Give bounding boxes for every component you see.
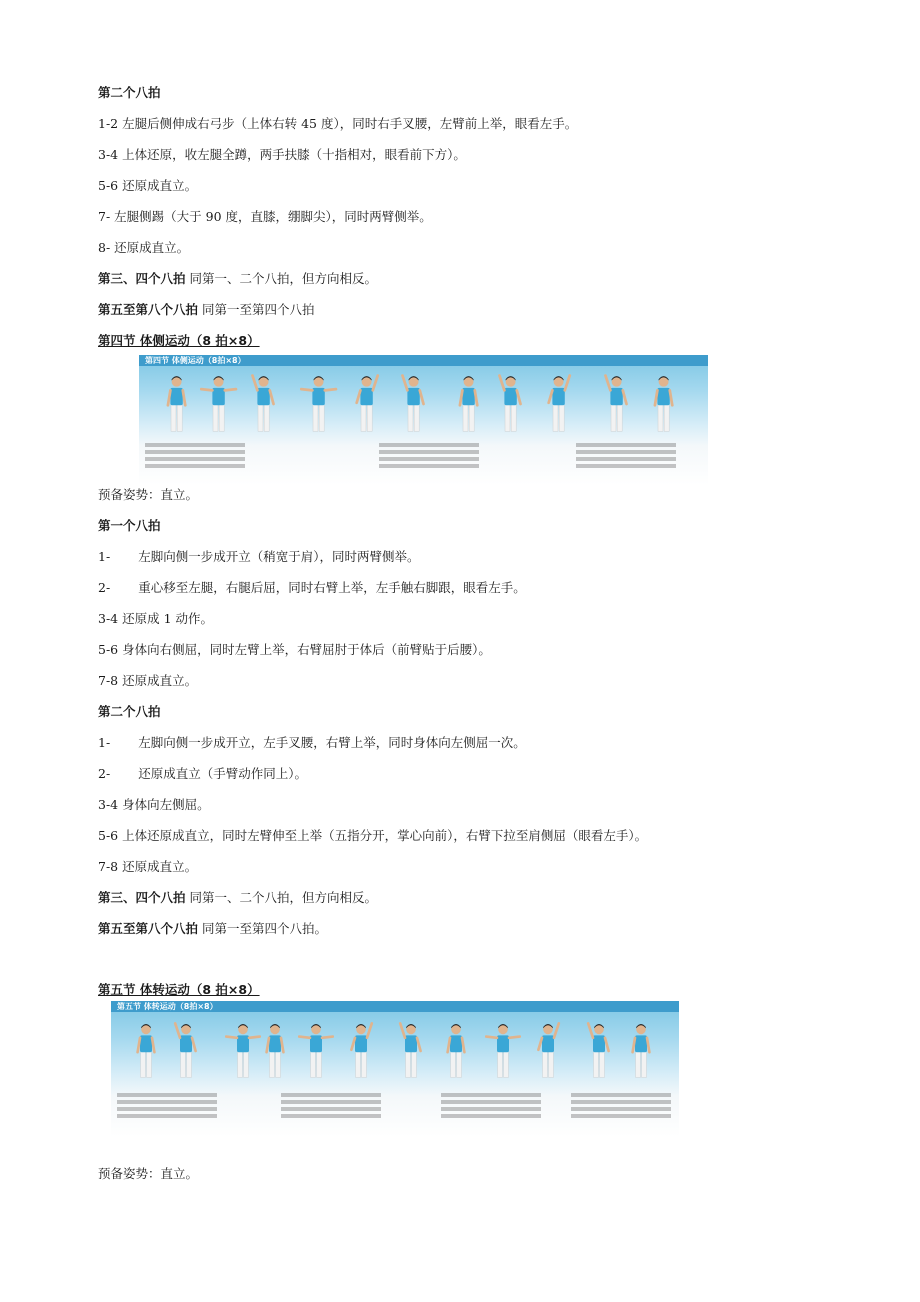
illustration-caption-line-12-0 [441,1093,541,1097]
exercise-figure-8 [540,373,577,435]
illustration-caption-line-2-0 [576,443,676,447]
section4-p3-bold: 第三、四个八拍 [98,890,186,905]
section3-line-7-bold: 第五至第八个八拍 [98,302,199,317]
section4-illustration [139,355,708,485]
illustration-caption-line-1-1 [379,450,479,454]
illustration-caption-line-2-2 [576,457,676,461]
exercise-figure-9 [598,373,635,435]
illustration-caption-line-12-1 [441,1100,541,1104]
illustration-caption-line-10-0 [117,1093,217,1097]
illustration-caption-line-0-0 [145,443,245,447]
illustration-caption-line-10-2 [117,1107,217,1111]
illustration-caption-line-2-3 [576,464,676,468]
section3-line-6-bold: 第三、四个八拍 [98,271,186,286]
illustration-caption-line-11-3 [281,1114,381,1118]
section4-p3-line [98,890,377,906]
exercise-figure-4 [348,373,385,435]
section4-illustration-header [139,355,708,366]
section4-p1-line-1-text: 左脚向侧一步成开立（稍宽于肩），同时两臂侧举。 [138,549,420,564]
section3-line-2: 3-4 上体还原，收左腿全蹲，两手扶膝（十指相对，眼看前下方）。 [98,147,466,162]
section3-line-7 [98,302,315,318]
illustration-caption-line-13-3 [571,1114,671,1118]
illustration-caption-line-1-0 [379,443,479,447]
section4-ready-posture: 预备姿势：直立。 [98,487,199,502]
illustration-caption-line-2-1 [576,450,676,454]
section4-p2-line-2-num: 2- [98,766,111,781]
section4-p2-line-2-text: 还原成直立（手臂动作同上）。 [138,766,307,781]
section4-p1-line-5: 7-8 还原成直立。 [98,673,198,688]
exercise-figure-1 [200,373,237,435]
section4-p1-line-1 [98,549,419,565]
illustration-caption-line-0-2 [145,457,245,461]
section4-p1-line-2-num: 2- [98,580,111,595]
section3-line-6 [98,271,377,287]
illustration-caption-line-11-2 [281,1107,381,1111]
exercise-figure-7 [492,373,529,435]
section3-line-7-text: 同第一至第四个八拍 [198,302,315,317]
section4-p2-line-3: 3-4 身体向左侧屈。 [98,797,210,812]
exercise-figure-2 [245,373,282,435]
exercise-figure-10 [645,373,682,435]
section4-part2-heading: 第二个八拍 [98,704,161,719]
section4-p2-line-1-text: 左脚向侧一步成开立，左手叉腰，右臂上举，同时身体向左侧屈一次。 [138,735,526,750]
section4-illustration-header-text: 第四节 体侧运动（8拍×8） [145,356,246,365]
section4-part1-heading: 第一个八拍 [98,518,161,533]
exercise-figure-31 [623,1021,659,1081]
section3-line-4: 7- 左腿侧踢（大于 90 度，直膝，绷脚尖），同时两臂侧举。 [98,209,432,224]
section5-illustration [111,1001,679,1137]
section3-line-5: 8- 还原成直立。 [98,240,190,255]
exercise-figure-24 [298,1021,334,1081]
section4-p4-bold: 第五至第八个八拍 [98,921,199,936]
exercise-figure-21 [168,1021,204,1081]
section4-p2-line-4: 5-6 上体还原成直立，同时左臂伸至上举（五指分开，掌心向前），右臂下拉至肩侧屈（眼看左手）。 [98,828,648,843]
section4-p1-line-4: 5-6 身体向右侧屈，同时左臂上举，右臂屈肘于体后（前臂贴于后腰）。 [98,642,491,657]
section5-title: 第五节 体转运动（8 拍×8） [98,982,260,997]
section4-p2-line-1-num: 1- [98,735,111,750]
section4-p1-line-2-text: 重心移至左腿，右腿后屈，同时右臂上举，左手触右脚跟，眼看左手。 [138,580,526,595]
section4-p3-text: 同第一、二个八拍，但方向相反。 [185,890,377,905]
illustration-caption-line-13-1 [571,1100,671,1104]
illustration-caption-line-13-0 [571,1093,671,1097]
section4-p4-line [98,921,327,937]
exercise-figure-27 [438,1021,474,1081]
exercise-figure-22 [225,1021,261,1081]
section4-p4-text: 同第一至第四个八拍。 [198,921,327,936]
section3-part2-heading: 第二个八拍 [98,85,161,100]
illustration-caption-line-10-1 [117,1100,217,1104]
illustration-caption-line-1-3 [379,464,479,468]
section3-line-6-text: 同第一、二个八拍，但方向相反。 [185,271,377,286]
exercise-figure-25 [343,1021,379,1081]
section4-p1-line-1-num: 1- [98,549,111,564]
illustration-caption-line-12-2 [441,1107,541,1111]
illustration-caption-line-12-3 [441,1114,541,1118]
exercise-figure-3 [300,373,337,435]
section3-line-3: 5-6 还原成直立。 [98,178,198,193]
exercise-figure-23 [257,1021,293,1081]
section4-title: 第四节 体侧运动（8 拍×8） [98,333,260,348]
exercise-figure-28 [485,1021,521,1081]
illustration-caption-line-1-2 [379,457,479,461]
section3-line-1: 1-2 左腿后侧伸成右弓步（上体右转 45 度），同时右手叉腰，左臂前上举，眼看左手。 [98,116,578,131]
section5-illustration-header-text: 第五节 体转运动（8拍×8） [117,1002,218,1011]
exercise-figure-0 [158,373,195,435]
illustration-caption-line-0-1 [145,450,245,454]
section5-ready-posture: 预备姿势：直立。 [98,1166,199,1181]
illustration-caption-line-11-0 [281,1093,381,1097]
illustration-caption-line-11-1 [281,1100,381,1104]
exercise-figure-20 [128,1021,164,1081]
illustration-caption-line-13-2 [571,1107,671,1111]
exercise-figure-26 [393,1021,429,1081]
section4-p1-line-2 [98,580,526,596]
exercise-figure-6 [450,373,487,435]
section4-p2-line-5: 7-8 还原成直立。 [98,859,198,874]
illustration-caption-line-10-3 [117,1114,217,1118]
illustration-caption-line-0-3 [145,464,245,468]
section5-illustration-header [111,1001,679,1012]
exercise-figure-5 [395,373,432,435]
exercise-figure-29 [530,1021,566,1081]
section4-p1-line-3: 3-4 还原成 1 动作。 [98,611,214,626]
section4-p2-line-1 [98,735,526,751]
section4-p2-line-2 [98,766,307,782]
exercise-figure-30 [581,1021,617,1081]
